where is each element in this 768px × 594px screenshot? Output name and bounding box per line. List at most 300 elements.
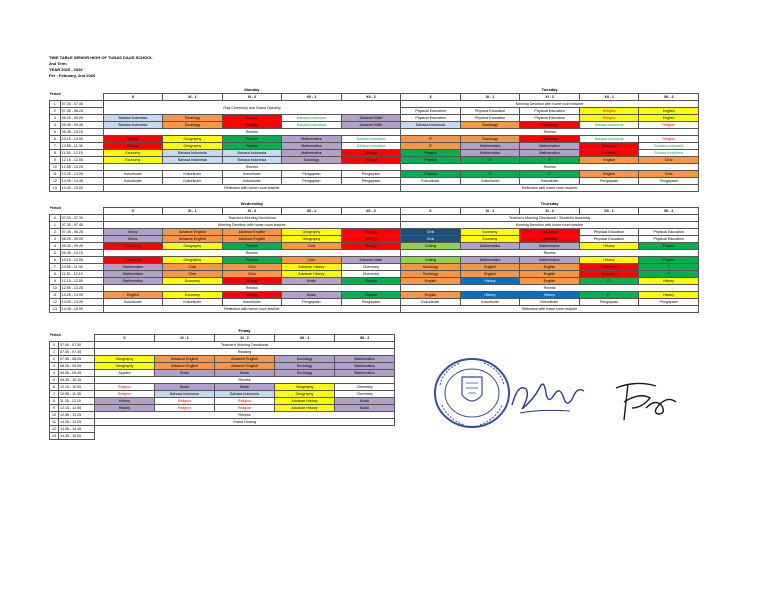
term-label: 2nd Term: [49, 61, 67, 66]
cell: IT: [639, 264, 699, 271]
cell: Kokurikuler: [163, 171, 223, 178]
cell: Geography: [163, 257, 223, 264]
class-header: XII - 2: [639, 94, 699, 101]
class-header: XII - 1: [275, 335, 335, 342]
cell: Music: [155, 370, 215, 377]
cell: Advance English: [222, 236, 282, 243]
cell: History: [579, 243, 639, 250]
recess-cell: Recess: [103, 164, 401, 171]
cell: Kokurikuler: [401, 299, 461, 306]
day-tuesday: Tuesday: [541, 87, 558, 92]
cell: English: [103, 292, 163, 299]
cell: Mathematics: [460, 243, 520, 250]
cell: Civic: [401, 236, 461, 243]
class-header: X: [103, 208, 163, 215]
cell: Economy: [460, 236, 520, 243]
class-header: XI - 1: [460, 94, 520, 101]
time-slot: 08.25 - 09.05: [60, 236, 103, 243]
cell: Mathematics: [520, 150, 580, 157]
closing-cell: Grand Closing: [95, 419, 395, 426]
cell: Advance History: [275, 398, 335, 405]
cell: Economy: [103, 150, 163, 157]
time-slot: 14.45 - 15.00: [60, 185, 103, 192]
cell: Chemistry: [103, 257, 163, 264]
time-slot: 14.05 - 14.45: [59, 426, 95, 433]
cell: Advance English: [163, 229, 223, 236]
cell: Sociology: [163, 122, 223, 129]
cell: Pengayaan: [341, 299, 401, 306]
recess-cell: Recess: [103, 285, 401, 292]
cell: Mathematics: [335, 356, 395, 363]
cell: Economy: [579, 271, 639, 278]
cell: Bahasa Indonesia: [401, 122, 461, 129]
class-header: XII - 1: [282, 94, 342, 101]
time-slot: 12.55 - 13.25: [59, 412, 95, 419]
class-header: XI - 1: [163, 208, 223, 215]
cell: Physics: [222, 143, 282, 150]
recess-cell: Recess: [401, 285, 699, 292]
cell: Civic: [282, 257, 342, 264]
cell: Geography: [163, 136, 223, 143]
cell: Physics: [222, 136, 282, 143]
class-header: XII - 1: [282, 208, 342, 215]
cell: Kokurikuler: [222, 178, 282, 185]
cell: Mathematics: [103, 271, 163, 278]
period-label: Period: [49, 91, 61, 96]
cell: Sociology: [163, 115, 223, 122]
class-header: X: [401, 94, 461, 101]
cell: Physics: [639, 257, 699, 264]
cell: IT: [460, 171, 520, 178]
cell: Biology: [341, 229, 401, 236]
cell: History: [520, 292, 580, 299]
time-slot: 07.00 - 07.30: [59, 342, 95, 349]
cell: Kokurikuler: [520, 178, 580, 185]
span-cell: Reading: [95, 349, 395, 356]
class-header: XII - 1: [579, 208, 639, 215]
cell: Pengayaan: [341, 171, 401, 178]
cell: Economy: [460, 229, 520, 236]
cell: Biology: [222, 115, 282, 122]
cell: Advance English: [155, 363, 215, 370]
time-slot: 11.35 - 12.15: [59, 398, 95, 405]
cell: Physical Education: [460, 115, 520, 122]
cell: Economy: [579, 150, 639, 157]
year-label: YEAR 2025 - 2026: [49, 67, 83, 72]
cell: Civic: [639, 171, 699, 178]
recess-cell: Recess: [401, 164, 699, 171]
cell: Civic: [401, 229, 461, 236]
cell: Pengayaan: [282, 171, 342, 178]
span-cell: Teacher's Morning Devotional: [103, 215, 401, 222]
cell: Biology: [222, 292, 282, 299]
cell: Bahasa Indonesia: [282, 122, 342, 129]
cell: Geography: [282, 229, 342, 236]
class-header: X: [103, 94, 163, 101]
date-label: Per : February, 2nd 2026: [49, 73, 96, 78]
cell: Physical Education: [579, 229, 639, 236]
cell: Religion: [579, 115, 639, 122]
span-cell: Teacher's Morning Devotional / Student's Assembly: [401, 215, 699, 222]
cell: Religion: [639, 136, 699, 143]
cell: IT: [579, 292, 639, 299]
cell: Religion: [155, 405, 215, 412]
time-slot: 13.25 - 14.05: [60, 292, 103, 299]
cell: Physics: [401, 171, 461, 178]
day-wednesday: Wednesday: [240, 201, 263, 206]
cell: Pengayaan: [282, 299, 342, 306]
cell: Sociology: [460, 136, 520, 143]
cell: Economy: [579, 143, 639, 150]
recess-cell: Recess: [401, 129, 699, 136]
cell: Pengayaan: [639, 178, 699, 185]
cell: Advance History: [282, 264, 342, 271]
cell: History: [579, 257, 639, 264]
cell: English: [579, 171, 639, 178]
cell: Sociology: [401, 264, 461, 271]
cell: History: [460, 292, 520, 299]
recess-cell: Recess: [103, 250, 401, 257]
cell: Bahasa Indonesia: [282, 115, 342, 122]
cell: History: [95, 398, 155, 405]
cell: IT: [639, 271, 699, 278]
cell: English: [401, 292, 461, 299]
class-header: XII - 2: [639, 208, 699, 215]
class-header: XI - 1: [155, 335, 215, 342]
class-header: XI - 2: [520, 94, 580, 101]
cell: Physics: [341, 278, 401, 285]
cell: Civic: [282, 243, 342, 250]
cell: Civic: [222, 271, 282, 278]
time-slot: 11.35 - 12.15: [60, 150, 103, 157]
cell: Sociology: [275, 363, 335, 370]
cell: Civic: [222, 264, 282, 271]
cell: Kokurikuler: [460, 178, 520, 185]
cell: History: [95, 405, 155, 412]
time-slot: 12.55 - 13.25: [60, 164, 103, 171]
time-slot: 08.25 - 09.05: [59, 363, 95, 370]
cell: Bahasa Indonesia: [579, 136, 639, 143]
cell: Chemistry: [335, 384, 395, 391]
class-header: XI - 1: [460, 208, 520, 215]
cell: Religion: [155, 398, 215, 405]
reflection-cell: Reflection with home room teacher: [103, 306, 401, 313]
span-cell: Morning Devotion with home room teacher: [401, 222, 699, 229]
cell: Music: [155, 384, 215, 391]
cell: Biology: [341, 150, 401, 157]
time-slot: 10.15 - 10.55: [59, 384, 95, 391]
cell: IT: [520, 157, 580, 164]
cell: Sociology: [275, 370, 335, 377]
time-slot: 12.55 - 13.25: [60, 285, 103, 292]
reflection-cell: Reflection with home room teacher: [401, 185, 699, 192]
cell: Physical Education: [639, 229, 699, 236]
cell: History: [639, 278, 699, 285]
cell: Advance History: [275, 405, 335, 412]
cell: Bahasa Indonesia: [103, 115, 163, 122]
cell: IT: [401, 136, 461, 143]
cell: Advance English: [215, 363, 275, 370]
cell: Religion: [215, 405, 275, 412]
cell: Music: [282, 278, 342, 285]
cell: Advance Math: [341, 122, 401, 129]
reflection-cell: Reflection with home room teacher: [401, 306, 699, 313]
cell: Pengayaan: [579, 299, 639, 306]
time-slot: 10.15 - 10.55: [60, 257, 103, 264]
cell: Chemistry: [335, 391, 395, 398]
cell: Physics: [639, 243, 699, 250]
document-header: [49, 55, 153, 79]
cell: Music: [215, 384, 275, 391]
cell: Mathematics: [460, 150, 520, 157]
cell: Music: [335, 405, 395, 412]
timetable-wed-thu: Period Wednesday Thursday X XI - 1 XI - 2 XII - 1 XII - 2 X XI - 1 XI - 2 XII - 1 XII - 2 0 07.00 - 07.30 Teacher's Morning Devotional Teacher's Morning Devotional / Student's Assembly 1 07.30 - 07.45 Morning Devotion with home room teacher Morning Devotion with home room teacher 2 07.45 - 08.25 Music Advance English Advance English Geography Biology Civic Economy Chemistry Physical Education Physical Education 3 08.25 - 09.05 Music Advance English Advance English Geography Biology Civic Economy Chemistry Physical Education Physical Education 4 09.05 - 09.45 Chemistry Geography Physics Civic Biology Coding Mathematics Mathematics History Physics 5 09.45 - 10.15 Recess Recess 6 10.15 - 10.55 Chemistry Geography Physics Civic Advance Math Coding Mathematics Mathematics History Physics 7 10.55 - 11.35 Mathematics Civic Civic Advance History Chemistry Sociology English English Economy IT 8 11.35 - 12.15 Mathematics Civic Civic Advance History Chemistry Sociology English English Economy IT 9 12.15 - 12.55 Mathematics Economy Biology Music Physics English History English IT History 10 12.55 - 13.25 Recess Recess 11 13.25 - 14.05 English Economy Biology Music Physics English History History IT History 12 14.05 - 14.45 Kokurikuler Kokurikuler Kokurikuler Pengayaan Pengayaan Kokurikuler Kokurikuler Kokurikuler Pengayaan Pengayaan 13 14.45 - 15.00 Reflection with home room teacher Reflection with home room teacher: [49, 201, 699, 313]
cell: Sociology: [401, 271, 461, 278]
time-slot: 09.05 - 09.45: [59, 370, 95, 377]
signature-2: [606, 368, 686, 428]
time-slot: 13.25 - 14.05: [60, 171, 103, 178]
cell: Economy: [163, 278, 223, 285]
cell: Geography: [163, 143, 223, 150]
cell: Bahasa Indonesia: [163, 150, 223, 157]
cell: IT: [460, 157, 520, 164]
cell: Bahasa Indonesia: [103, 122, 163, 129]
cell: Bahasa Indonesia: [163, 157, 223, 164]
class-header: X: [95, 335, 155, 342]
cell: Physics: [401, 150, 461, 157]
cell: Advance English: [163, 236, 223, 243]
cell: Physical Education: [401, 108, 461, 115]
cell: Physical Education: [639, 236, 699, 243]
signature-1: [500, 365, 590, 425]
cell: English: [520, 278, 580, 285]
time-slot: 11.35 - 12.15: [60, 271, 103, 278]
span-cell: Morning Devotion with home room teacher: [401, 101, 699, 108]
time-slot: 07.00 - 07.30: [60, 215, 103, 222]
day-monday: Monday: [244, 87, 260, 92]
cell: Chemistry: [520, 122, 580, 129]
cell: Kokurikuler: [103, 299, 163, 306]
cell: Mathematics: [520, 143, 580, 150]
cell: Civic: [163, 271, 223, 278]
cell: History: [460, 278, 520, 285]
time-slot: 09.45 - 10.15: [60, 129, 103, 136]
cell: Biology: [222, 122, 282, 129]
cell: English: [460, 271, 520, 278]
day-friday: Friday: [238, 328, 251, 333]
period-label: Period: [49, 205, 61, 210]
cell: Advance Math: [341, 115, 401, 122]
time-slot: 07.30 - 07.45: [60, 101, 103, 108]
cell: Advance History: [282, 271, 342, 278]
class-header: XI - 2: [215, 335, 275, 342]
cell: Physical Education: [460, 108, 520, 115]
cell: Applied: [95, 370, 155, 377]
cell: Coding: [401, 243, 461, 250]
cell: Kokurikuler: [103, 178, 163, 185]
cell: English: [639, 115, 699, 122]
cell: Geography: [95, 356, 155, 363]
cell: Pengayaan: [639, 299, 699, 306]
school-title: TIME TABLE SENIOR HIGH OF TUNAS DAUD SCHOOL: [49, 55, 153, 60]
time-slot: 14.05 - 14.45: [60, 178, 103, 185]
span-cell: Morning Devotion with home room teacher: [103, 222, 401, 229]
cell: Bahasa Indonesia: [222, 157, 282, 164]
cell: Mathematics: [335, 363, 395, 370]
cell: Physical Education: [520, 108, 580, 115]
time-slot: 14.45 - 15.00: [59, 433, 95, 440]
cell: History: [639, 292, 699, 299]
cell: Kokurikuler: [163, 299, 223, 306]
cell: Religion: [95, 384, 155, 391]
cell: Kokurikuler: [103, 171, 163, 178]
recess-cell: Recess: [95, 412, 395, 419]
cell: Chemistry: [520, 229, 580, 236]
cell: Chemistry: [520, 136, 580, 143]
cell: Biology: [103, 136, 163, 143]
cell: Music: [282, 292, 342, 299]
cell: Pengayaan: [341, 178, 401, 185]
cell: Geography: [275, 391, 335, 398]
time-slot: 09.05 - 09.45: [60, 122, 103, 129]
cell: Mathematics: [103, 278, 163, 285]
cell: Religion: [639, 122, 699, 129]
cell: Advance English: [155, 356, 215, 363]
cell: Mathematics: [103, 264, 163, 271]
cell: Music: [215, 370, 275, 377]
time-slot: 07.30 - 07.45: [60, 222, 103, 229]
cell: Religion: [95, 391, 155, 398]
cell: Coding: [401, 257, 461, 264]
cell: Physics: [222, 257, 282, 264]
cell: Geography: [275, 384, 335, 391]
class-header: XI - 2: [520, 208, 580, 215]
cell: Biology: [341, 236, 401, 243]
cell: Mathematics: [520, 243, 580, 250]
cell: English: [401, 278, 461, 285]
cell: Biology: [341, 157, 401, 164]
cell: English: [579, 157, 639, 164]
cell: Kokurikuler: [401, 178, 461, 185]
cell: Kokurikuler: [520, 299, 580, 306]
cell: Bahasa Indonesia: [639, 150, 699, 157]
time-slot: 09.45 - 10.15: [59, 377, 95, 384]
time-slot: 08.25 - 09.05: [60, 115, 103, 122]
cell: Mathematics: [282, 150, 342, 157]
class-header: X: [401, 208, 461, 215]
time-slot: 12.15 - 12.55: [59, 405, 95, 412]
cell: Religion: [579, 108, 639, 115]
cell: Chemistry: [520, 236, 580, 243]
cell: Sociology: [282, 157, 342, 164]
time-slot: 10.15 - 10.55: [60, 136, 103, 143]
time-slot: 13.25 - 14.05: [59, 419, 95, 426]
cell: Physics: [341, 292, 401, 299]
time-slot: 09.45 - 10.15: [60, 250, 103, 257]
class-header: XI - 2: [222, 94, 282, 101]
cell: Kokurikuler: [222, 171, 282, 178]
cell: Biology: [222, 278, 282, 285]
cell: Civic: [639, 157, 699, 164]
cell: Chemistry: [103, 243, 163, 250]
class-header: XII - 1: [579, 94, 639, 101]
cell: Geography: [95, 363, 155, 370]
cell: Bahasa Indonesia: [639, 143, 699, 150]
cell: Pengayaan: [579, 178, 639, 185]
cell: Physics: [401, 157, 461, 164]
cell: Bahasa Indonesia: [579, 122, 639, 129]
class-header: XII - 2: [341, 208, 401, 215]
class-header: XI - 2: [222, 208, 282, 215]
cell: Geography: [163, 243, 223, 250]
cell: Mathematics: [520, 257, 580, 264]
cell: Mathematics: [282, 143, 342, 150]
span-cell: Teacher's Morning Devotional: [95, 342, 395, 349]
span-cell: Flag Ceremony and Grand Opening: [103, 101, 401, 115]
cell: Biology: [341, 243, 401, 250]
time-slot: 10.55 - 11.35: [60, 143, 103, 150]
cell: Economy: [103, 157, 163, 164]
cell: Music: [103, 236, 163, 243]
cell: IT: [579, 278, 639, 285]
time-slot: 12.15 - 12.55: [60, 278, 103, 285]
cell: English: [520, 264, 580, 271]
cell: Economy: [163, 292, 223, 299]
cell: English: [460, 264, 520, 271]
cell: Bahasa Indonesia: [341, 136, 401, 143]
period-label: Period: [49, 332, 61, 337]
day-thursday: Thursday: [540, 201, 559, 206]
cell: Music: [103, 229, 163, 236]
cell: Biology: [103, 143, 163, 150]
cell: Mathematics: [282, 136, 342, 143]
cell: Religion: [215, 398, 275, 405]
time-slot: 10.55 - 11.35: [59, 391, 95, 398]
time-slot: 07.45 - 08.25: [60, 108, 103, 115]
cell: Sociology: [275, 356, 335, 363]
recess-cell: Recess: [401, 250, 699, 257]
time-slot: 14.45 - 15.00: [60, 306, 103, 313]
time-slot: 09.05 - 09.45: [60, 243, 103, 250]
cell: Physical Education: [579, 236, 639, 243]
cell: Civic: [163, 264, 223, 271]
cell: Mathematics: [335, 370, 395, 377]
cell: Bahasa Indonesia: [222, 150, 282, 157]
recess-cell: Recess: [103, 129, 401, 136]
class-header: XI - 1: [163, 94, 223, 101]
cell: Geography: [282, 236, 342, 243]
cell: Mathematics: [460, 143, 520, 150]
cell: Kokurikuler: [163, 178, 223, 185]
cell: Advance English: [215, 356, 275, 363]
cell: Advance Math: [341, 257, 401, 264]
cell: English: [520, 271, 580, 278]
cell: Kokurikuler: [222, 299, 282, 306]
cell: Physics: [222, 243, 282, 250]
time-slot: 07.30 - 07.45: [59, 349, 95, 356]
cell: Economy: [579, 264, 639, 271]
cell: Bahasa Indonesia: [155, 391, 215, 398]
time-slot: 12.15 - 12.55: [60, 157, 103, 164]
timetable-friday: Period Friday X XI - 1 XI - 2 XII - 1 XII - 2 0 07.00 - 07.30 Teacher's Morning Devotional 1 07.30 - 07.45 Reading 2 07.45 - 08.25 Geography Advance English Advance English Sociology Mathematics 3 08.25 - 09.05 Geography Advance English Advance English Sociology Mathematics 4 09.05 - 09.45 Applied Music Music Sociology Mathematics 5 09.45 - 10.15 Recess 6 10.15 - 10.55 Religion Music Music Geography Chemistry 7 10.55 - 11.35 Religion Bahasa Indonesia Bahasa Indonesia Geography Chemistry 8 11.35 - 12.15 History Religion Religion Advance History Music 9 12.15 - 12.55 History Religion Religion Advance History Music 10 12.55 - 13.25 Recess 11 13.25 - 14.05 Grand Closing 12 14.05 - 14.45 13 14.45 - 15.00: [49, 328, 395, 440]
time-slot: 10.55 - 11.35: [60, 264, 103, 271]
cell: Chemistry: [341, 271, 401, 278]
recess-cell: Recess: [95, 377, 395, 384]
cell: Bahasa Indonesia: [341, 143, 401, 150]
cell: Advance English: [222, 229, 282, 236]
cell: English: [639, 108, 699, 115]
timetable-mon-tue: Period Monday Tuesday X XI - 1 XI - 2 XII - 1 XII - 2 X XI - 1 XI - 2 XII - 1 XII - 2 1 07.30 - 07.45 Flag Ceremony and Grand Opening Morning Devotion with home room teacher 2 07.45 - 08.25 Physical Education Physical Education Physical Education Religion English 3 08.25 - 09.05 Bahasa Indonesia Sociology Biology Bahasa Indonesia Advance Math Physical Education Physical Education Physical Education Religion English 4 09.05 - 09.45 Bahasa Indonesia Sociology Biology Bahasa Indonesia Advance Math Bahasa Indonesia Sociology Chemistry Bahasa Indonesia Religion 5 09.45 - 10.15 Recess Recess 6 10.15 - 10.55 Biology Geography Physics Mathematics Bahasa Indonesia IT Sociology Chemistry Bahasa Indonesia Religion 7 10.55 - 11.35 Biology Geography Physics Mathematics Bahasa Indonesia IT Mathematics Mathematics Economy Bahasa Indonesia 8 11.35 - 12.15 Economy Bahasa Indonesia Bahasa Indonesia Mathematics Biology Physics Mathematics Mathematics Economy Bahasa Indonesia 9 12.15 - 12.55 Economy Bahasa Indonesia Bahasa Indonesia Sociology Biology Physics IT IT English Civic 10 12.55 - 13.25 Recess Recess 11 13.25 - 14.05 Kokurikuler Kokurikuler Kokurikuler Pengayaan Pengayaan Physics IT IT English Civic 12 14.05 - 14.45 Kokurikuler Kokurikuler Kokurikuler Pengayaan Pengayaan Kokurikuler Kokurikuler Kokurikuler Pengayaan Pengayaan 13 14.45 - 15.00 Reflection with home room teacher Reflection with home room teacher: [49, 87, 699, 192]
